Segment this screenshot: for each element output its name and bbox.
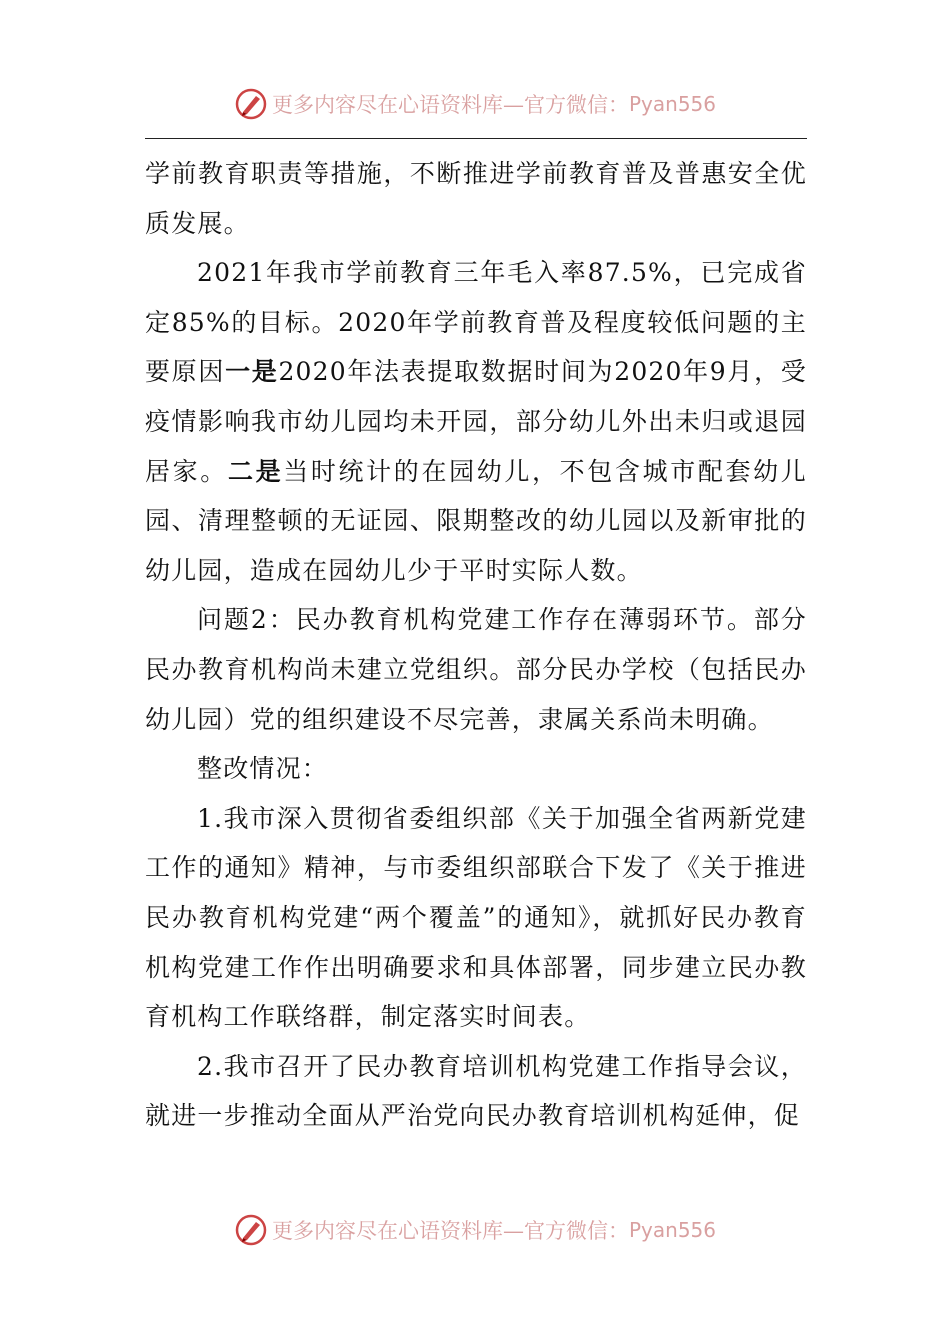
paragraph-6: 2.我市召开了民办教育培训机构党建工作指导会议，就进一步推动全面从严治党向民办教育培训机构延伸，促 — [145, 1051, 807, 1131]
point-one-text: 2020年法表提取数据时间为2020年9月，受疫情影响我市幼儿园均未开园，部分幼儿外出未归或退园居家。 — [145, 357, 807, 486]
footer-watermark — [0, 1212, 950, 1248]
header-watermark-text: 更多内容尽在心语资料库—官方微信： — [271, 93, 629, 117]
paragraph-3: 问题2：民办教育机构党建工作存在薄弱环节。部分民办教育机构尚未建立党组织。部分民办学校（包括民办幼儿园）党的组织建设不尽完善，隶属关系尚未明确。 — [145, 605, 807, 734]
footer-watermark-text: 更多内容尽在心语资料库—官方微信： — [271, 1219, 629, 1243]
paragraph-1: 学前教育职责等措施，不断推进学前教育普及普惠安全优质发展。 — [145, 159, 807, 238]
point-two-text: 当时统计的在园幼儿，不包含城市配套幼儿园、清理整顿的无证园、限期整改的幼儿园以及新审批的幼儿园，造成在园幼儿少于平时实际人数。 — [145, 456, 807, 585]
header-divider — [145, 138, 807, 139]
paragraph-2 — [145, 248, 807, 595]
pen-logo-icon — [234, 1213, 268, 1247]
point-one-label: 一是 — [225, 357, 279, 387]
paragraph-2-intro: 2021年我市学前教育三年毛入率87.5%，已完成省定85%的目标。2020年学前教育普及程度较低问题的主要原因 — [145, 258, 807, 387]
header-watermark — [0, 86, 950, 122]
document-body — [145, 149, 807, 1141]
paragraph-4: 整改情况： — [197, 754, 329, 784]
paragraph-5: 1.我市深入贯彻省委组织部《关于加强全省两新党建工作的通知》精神，与市委组织部联合下发了《关于推进民办教育机构党建“两个覆盖”的通知》，就抓好民办教育机构党建工作作出明确要求和具体部署，同步建立民办教育机构工作联络群，制定落实时间表。 — [145, 803, 807, 1032]
point-two-label: 二是 — [227, 456, 284, 486]
footer-watermark-id: Pyan556 — [628, 1218, 716, 1242]
pen-logo-icon — [234, 87, 268, 121]
header-watermark-id: Pyan556 — [628, 92, 716, 116]
